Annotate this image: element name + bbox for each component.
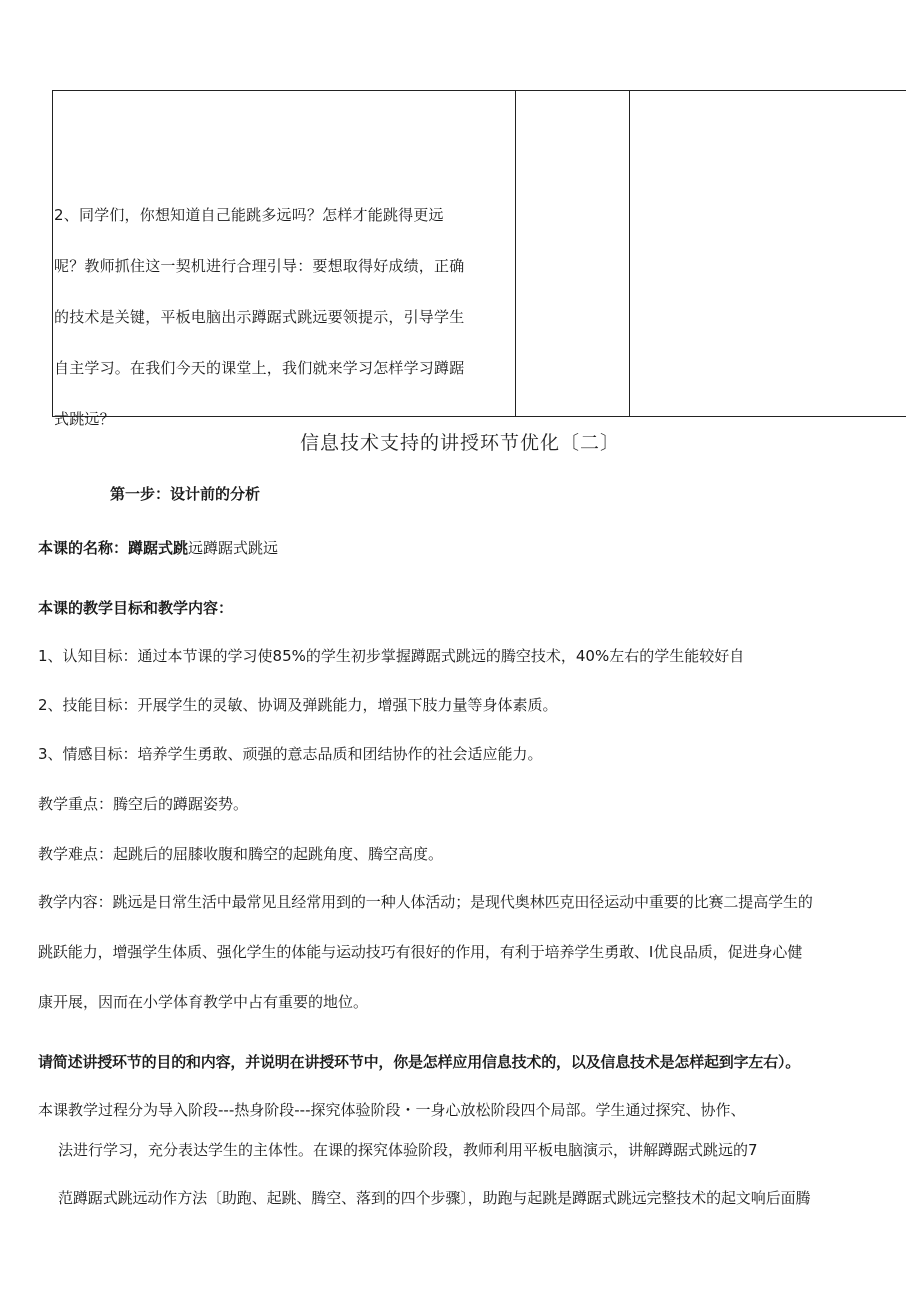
difficulty: 教学难点：起跳后的屈膝收腹和腾空的起跳角度、腾空高度。 [38,845,444,863]
content-line: 教学内容：跳远是日常生活中最常见且经常用到的一种人体活动；是现代奥林匹克田径运动中重要的比赛二提高学生的 [38,893,813,911]
step-heading: 第一步：设计前的分析 [110,485,261,503]
goal-skill: 2、技能目标：开展学生的灵敏、协调及弹跳能力，增强下肢力量等身体素质。 [38,696,558,714]
table-column-divider [629,90,630,417]
table-cell-line: 自主学习。在我们今天的课堂上，我们就来学习怎样学习蹲踞 [54,359,465,377]
goal-cognitive: 1、认知目标：通过本节课的学习使85%的学生初步掌握蹲踞式跳远的腾空技术，40%左右的学生能较好自 [38,647,745,665]
section-title: 信息技术支持的讲授环节优化〔二〕 [299,432,620,454]
table-column-divider [515,90,516,417]
goals-heading: 本课的教学目标和教学内容： [38,599,234,617]
process-line: 法进行学习，充分表达学生的主体性。在课的探究体验阶段，教师利用平板电脑演示，讲解蹲踞式跳远的7 [58,1141,758,1159]
lesson-name [38,537,278,558]
question-prompt: 请简述讲授环节的目的和内容，并说明在讲授环节中，你是怎样应用信息技术的，以及信息技术是怎样起到字左右）。 [38,1053,801,1071]
content-line: 康开展，因而在小学体育教学中占有重要的地位。 [38,993,369,1011]
table-cell-line: 2、同学们，你想知道自己能跳多远吗？怎样才能跳得更远 [54,206,444,224]
table-cell-line: 式跳远？ [54,410,115,428]
table-cell-text [54,190,514,445]
table-top-border [52,90,906,91]
lesson-name-bold: 蹲踞式跳 [128,539,189,557]
content-line: 跳跃能力，增强学生体质、强化学生的体能与运动技巧有很好的作用，有利于培养学生勇敢、I优良品质，促进身心健 [38,943,803,961]
table-cell-line: 呢？教师抓住这一契机进行合理引导：要想取得好成绩，正确 [54,257,465,275]
table-cell-line: 的技术是关键，平板电脑出示蹲踞式跳远要领提示，引导学生 [54,308,465,326]
goal-emotion: 3、情感目标：培养学生勇敢、顽强的意志品质和团结协作的社会适应能力。 [38,745,543,763]
lesson-name-label: 本课的名称： [38,539,129,557]
process-line: 范蹲踞式跳远动作方法〔助跑、起跳、腾空、落到的四个步骤〕，助跑与起跳是蹲踞式跳远完整技术的起文响后面腾 [58,1189,811,1207]
key-point: 教学重点：腾空后的蹲踞姿势。 [38,795,249,813]
table-left-border [52,90,53,417]
lesson-name-rest: 远蹲踞式跳远 [188,539,279,557]
process-line: 本课教学过程分为导入阶段---热身阶段---探究体验阶段・一身心放松阶段四个局部。学生通过探究、协作、 [38,1101,746,1119]
